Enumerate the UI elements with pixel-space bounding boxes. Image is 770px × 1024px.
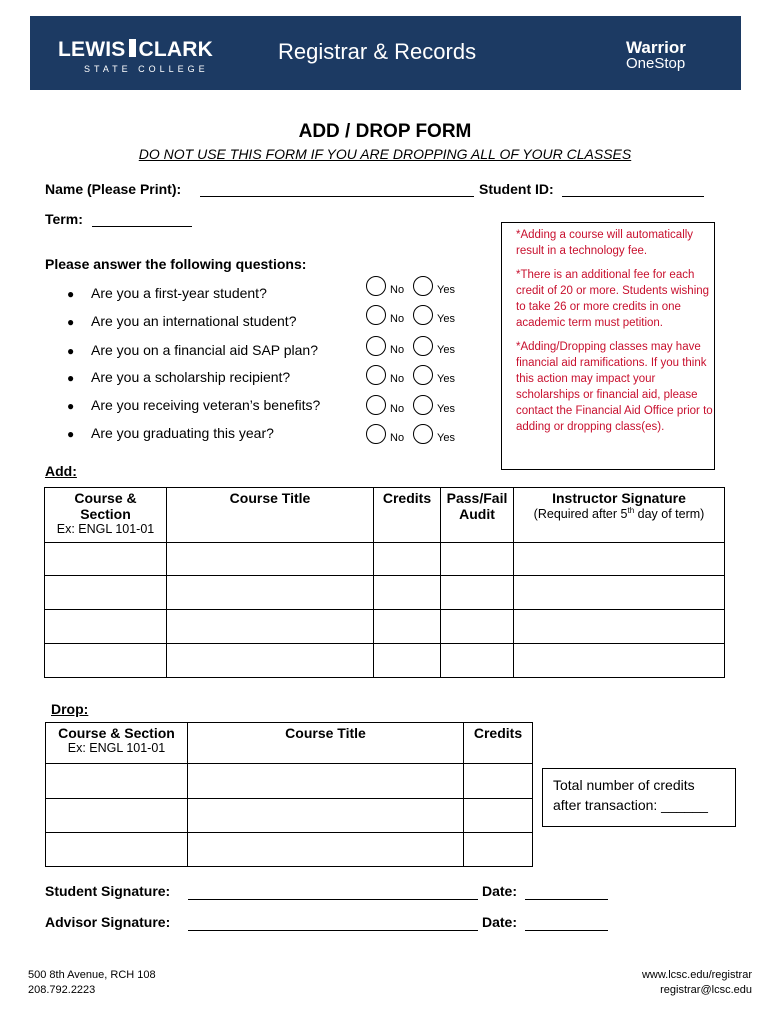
add-cell-passfail[interactable] — [441, 576, 514, 610]
add-section-label: Add: — [45, 463, 77, 479]
no-label: No — [390, 313, 405, 325]
bullet-icon: ● — [67, 315, 75, 329]
add-col-instructor — [514, 488, 725, 543]
table-row[interactable] — [45, 543, 725, 576]
drop-cell-title[interactable] — [188, 764, 464, 799]
drop-cell-credits[interactable] — [464, 833, 533, 867]
add-cell-title[interactable] — [167, 543, 374, 576]
add-cell-credits[interactable] — [374, 644, 441, 678]
yes-radio[interactable] — [413, 305, 433, 325]
table-row[interactable] — [45, 576, 725, 610]
student-id-label: Student ID: — [479, 181, 554, 197]
footer-phone: 208.792.2223 — [28, 984, 96, 996]
question-item: Are you an international student? — [91, 313, 297, 329]
no-radio[interactable] — [366, 305, 386, 325]
table-row[interactable] — [46, 799, 533, 833]
table-row[interactable] — [45, 610, 725, 644]
no-radio[interactable] — [366, 395, 386, 415]
add-cell-credits[interactable] — [374, 610, 441, 644]
student-date-label: Date: — [482, 883, 518, 899]
notice-financial-aid: *Adding/Dropping classes may have financial aid ramifications. If you think this action may impact your scholarships or financial aid, please contact the Financial Aid Office prior to adding or dropping class(es). — [516, 341, 713, 433]
add-col-course-example: Ex: ENGL 101-01 — [56, 522, 155, 536]
table-row[interactable] — [46, 764, 533, 799]
total-credits-line1: Total number of credits — [553, 777, 695, 793]
add-cell-course[interactable] — [45, 610, 167, 644]
fee-notice-box — [501, 222, 715, 470]
drop-col-course — [46, 723, 188, 764]
question-item: Are you a first-year student? — [91, 285, 267, 301]
table-row[interactable] — [46, 833, 533, 867]
yes-label: Yes — [437, 313, 455, 325]
add-cell-passfail[interactable] — [441, 543, 514, 576]
drop-cell-title[interactable] — [188, 833, 464, 867]
advisor-signature-label: Advisor Signature: — [45, 914, 171, 930]
add-cell-instructor[interactable] — [514, 543, 725, 576]
bullet-icon: ● — [67, 427, 75, 441]
add-table — [44, 487, 725, 678]
instructor-note-sup: th — [627, 506, 635, 515]
term-label: Term: — [45, 211, 83, 227]
drop-col-course-label: Course & Section — [58, 725, 175, 741]
drop-col-credits: Credits — [464, 723, 533, 764]
add-cell-credits[interactable] — [374, 576, 441, 610]
questions-heading: Please answer the following questions: — [45, 256, 307, 272]
question-item: Are you receiving veteran’s benefits? — [91, 397, 321, 413]
student-id-field[interactable] — [562, 196, 704, 197]
question-item: Are you a scholarship recipient? — [91, 369, 291, 385]
form-title: ADD / DROP FORM — [298, 121, 472, 142]
add-col-credits: Credits — [374, 488, 441, 543]
logo-text-left: LEWIS — [58, 38, 126, 61]
footer-email[interactable]: registrar@lcsc.edu — [660, 984, 752, 996]
footer-right — [642, 968, 752, 998]
drop-cell-credits[interactable] — [464, 799, 533, 833]
header-title: Registrar & Records — [278, 39, 477, 64]
logo-text-right: CLARK — [138, 38, 213, 61]
drop-cell-title[interactable] — [188, 799, 464, 833]
add-cell-title[interactable] — [167, 610, 374, 644]
drop-cell-course[interactable] — [46, 833, 188, 867]
yes-label: Yes — [437, 344, 455, 356]
term-field[interactable] — [92, 226, 192, 227]
no-label: No — [390, 284, 405, 296]
yes-label: Yes — [437, 432, 455, 444]
total-credits-line2: after transaction: ______ — [553, 797, 708, 813]
advisor-date-field[interactable] — [525, 930, 608, 931]
question-item: Are you graduating this year? — [91, 425, 274, 441]
drop-cell-course[interactable] — [46, 764, 188, 799]
header-banner — [30, 16, 741, 90]
drop-col-title: Course Title — [188, 723, 464, 764]
add-col-instructor-label: Instructor Signature — [552, 490, 686, 506]
name-field[interactable] — [200, 196, 474, 197]
add-table-header — [45, 488, 725, 543]
add-cell-title[interactable] — [167, 644, 374, 678]
instructor-note-pre: (Required after 5 — [533, 507, 628, 522]
add-col-instructor-note — [514, 506, 724, 521]
logo-subtitle: STATE COLLEGE — [84, 64, 209, 74]
student-date-field[interactable] — [525, 899, 608, 900]
warrior-text: Warrior — [626, 38, 686, 57]
student-signature-label: Student Signature: — [45, 883, 171, 899]
no-label: No — [390, 432, 405, 444]
add-cell-title[interactable] — [167, 576, 374, 610]
bullet-icon: ● — [67, 344, 75, 358]
yes-label: Yes — [437, 403, 455, 415]
no-label: No — [390, 403, 405, 415]
add-col-passfail — [441, 488, 514, 543]
add-col-passfail-label: Pass/Fail Audit — [446, 490, 508, 522]
drop-cell-course[interactable] — [46, 799, 188, 833]
yes-label: Yes — [437, 284, 455, 296]
no-radio[interactable] — [366, 365, 386, 385]
student-signature-field[interactable] — [188, 899, 478, 900]
add-cell-course[interactable] — [45, 543, 167, 576]
yes-radio[interactable] — [413, 395, 433, 415]
advisor-signature-field[interactable] — [188, 930, 478, 931]
add-col-course — [45, 488, 167, 543]
yes-radio[interactable] — [413, 276, 433, 296]
question-item: Are you on a financial aid SAP plan? — [91, 342, 319, 358]
footer-website[interactable]: www.lcsc.edu/registrar — [641, 969, 752, 981]
add-cell-passfail[interactable] — [441, 610, 514, 644]
add-col-title: Course Title — [167, 488, 374, 543]
onestop-text: OneStop — [626, 55, 686, 72]
name-label: Name (Please Print): — [45, 181, 182, 197]
add-cell-instructor[interactable] — [514, 610, 725, 644]
bullet-icon: ● — [67, 399, 75, 413]
total-credits-box[interactable] — [542, 768, 736, 827]
drop-col-course-example: Ex: ENGL 101-01 — [67, 741, 166, 755]
no-radio[interactable] — [366, 336, 386, 356]
add-cell-credits[interactable] — [374, 543, 441, 576]
yes-radio[interactable] — [413, 365, 433, 385]
bullet-icon: ● — [67, 371, 75, 385]
notice-credit-fee: *There is an additional fee for each credit of 20 or more. Students wishing to take 26 or more credits in one academic term must petition. — [516, 269, 710, 329]
add-col-course-label: Course & Section — [74, 490, 137, 522]
no-label: No — [390, 373, 405, 385]
drop-section-label: Drop: — [51, 701, 89, 717]
footer-left — [28, 968, 156, 998]
add-cell-passfail[interactable] — [441, 644, 514, 678]
yes-radio[interactable] — [413, 424, 433, 444]
add-cell-course[interactable] — [45, 576, 167, 610]
yes-radio[interactable] — [413, 336, 433, 356]
no-radio[interactable] — [366, 276, 386, 296]
form-subtitle: DO NOT USE THIS FORM IF YOU ARE DROPPING ALL OF YOUR CLASSES — [138, 146, 632, 162]
add-cell-instructor[interactable] — [514, 576, 725, 610]
instructor-note-post: day of term) — [634, 507, 705, 522]
table-row[interactable] — [45, 644, 725, 678]
yes-label: Yes — [437, 373, 455, 385]
advisor-date-label: Date: — [482, 914, 518, 930]
add-cell-instructor[interactable] — [514, 644, 725, 678]
drop-cell-credits[interactable] — [464, 764, 533, 799]
bullet-icon: ● — [67, 287, 75, 301]
no-radio[interactable] — [366, 424, 386, 444]
drop-table-header — [46, 723, 533, 764]
tower-icon — [129, 39, 136, 57]
notice-technology-fee: *Adding a course will automatically result in a technology fee. — [516, 229, 694, 257]
footer-address: 500 8th Avenue, RCH 108 — [28, 969, 156, 981]
college-logo — [58, 38, 213, 62]
add-cell-course[interactable] — [45, 644, 167, 678]
drop-table — [45, 722, 533, 867]
warrior-onestop-logo — [626, 40, 686, 72]
no-label: No — [390, 344, 405, 356]
